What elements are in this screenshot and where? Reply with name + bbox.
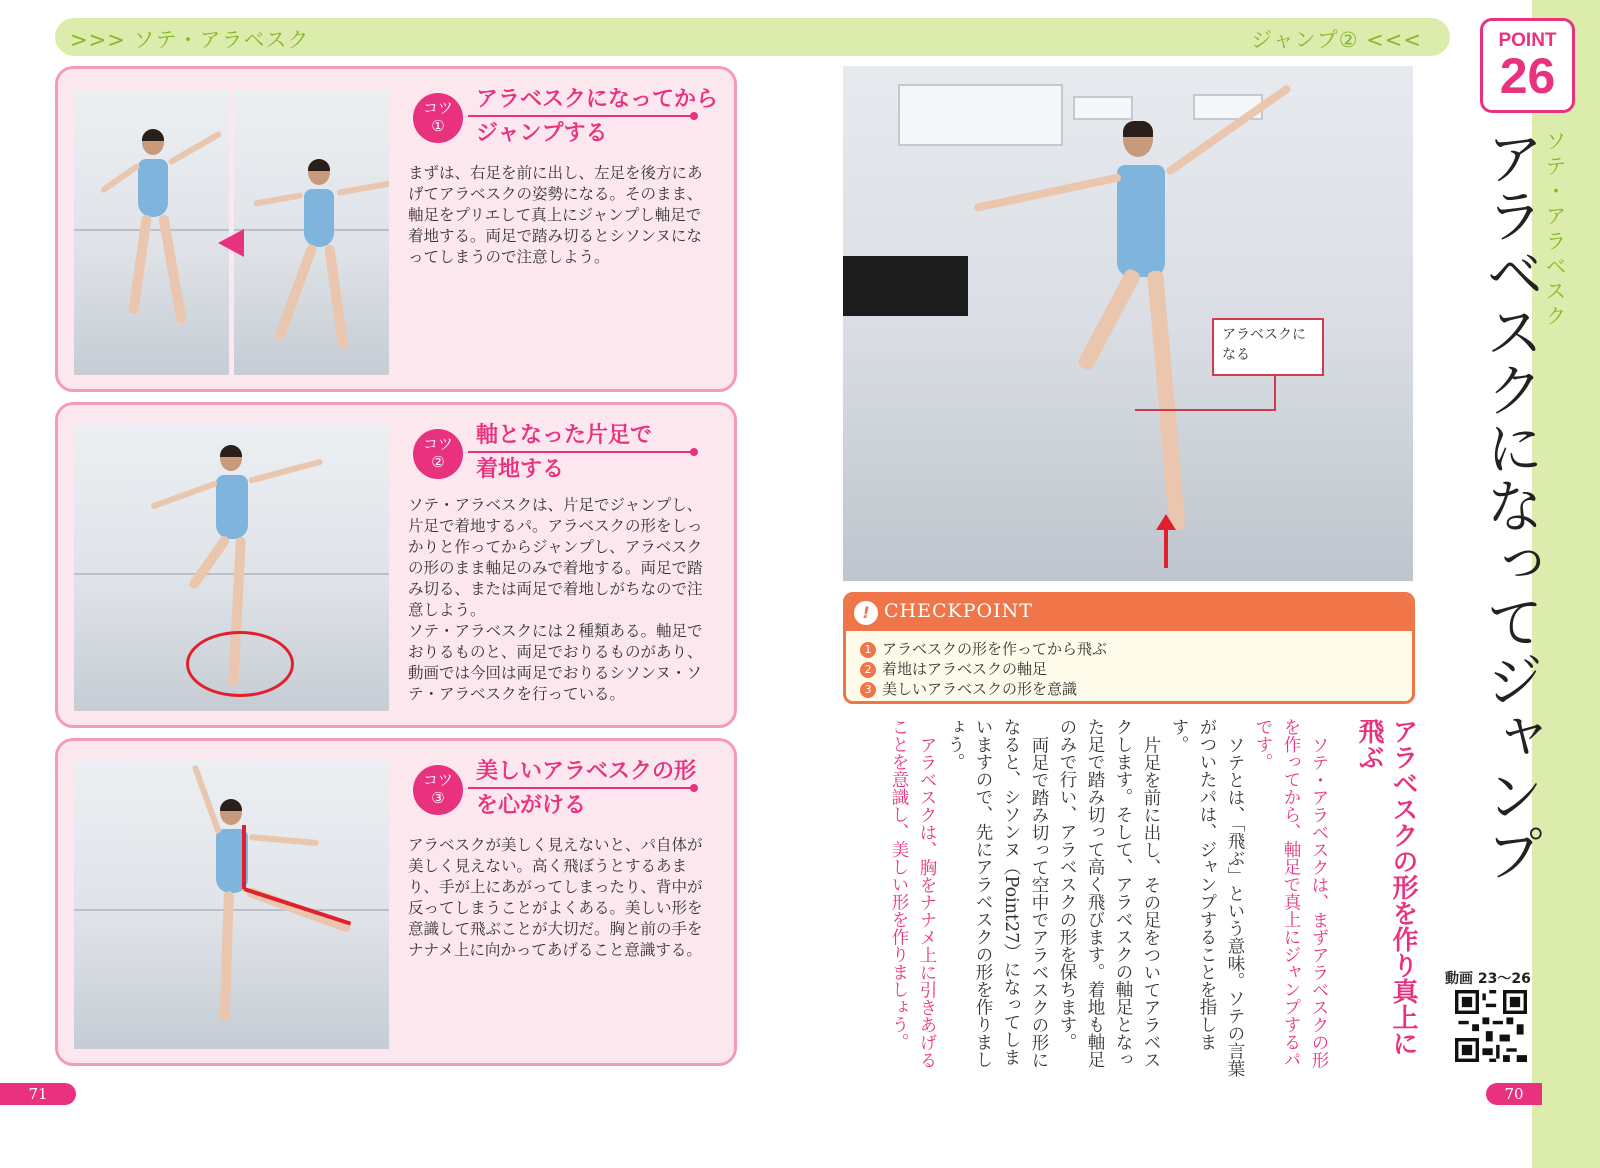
photo-callout: アラベスクになる: [1212, 318, 1324, 376]
kotsu-1-heading-line1: アラベスクになってから: [476, 87, 719, 112]
page-number-left: 71: [0, 1083, 76, 1105]
body-closing: アラベスクは、胸をナナメ上に引きあげることを意識し、美しい形を作りましょう。: [889, 718, 937, 1068]
page-title: アラベスクになってジャンプ: [1476, 128, 1544, 882]
callout-leader-vertical: [1274, 376, 1276, 410]
kotsu-box-2: [55, 402, 737, 728]
piano: [843, 256, 968, 316]
checkpoint-item-2: 2 着地はアラベスクの軸足: [860, 659, 1047, 679]
kotsu-3-text: アラベスクが美しく見えないと、パ自体が美しく見えない。高く飛ぼうとするあまり、手が上にあがってしまったり、背中が反ってしまうことがよくある。美しい形を意識して飛ぶことが大切だ。胸と前の手をナナメ上に向かってあげること意識する。: [408, 836, 703, 959]
direction-arrow-icon: [218, 229, 244, 257]
body-paragraph-1: ソテとは、「飛ぶ」という意味。ソテの言葉がついたパは、ジャンプすることを指します。: [1169, 718, 1245, 1077]
body-paragraph-3: 両足で踏み切って空中でアラベスクの形になると、シソンヌ（Point27）になってしまいますので、先にアラベスクの形を作りましょう。: [945, 718, 1049, 1068]
callout-leader-horizontal: [1135, 409, 1276, 411]
posture-line-vertical: [242, 825, 246, 889]
kotsu-badge-1: コツ ①: [413, 93, 463, 143]
kotsu-3-heading-line2: を心がける: [476, 793, 587, 818]
side-category-label: ソテ・アラベスク: [1543, 130, 1567, 330]
exclamation-icon: !: [854, 601, 878, 625]
kotsu-1-photo-a: [74, 89, 229, 375]
point-number: 26: [1499, 48, 1556, 104]
kotsu-3-photo: [74, 759, 389, 1049]
body-paragraph-2: 片足を前に出し、その足をついてアラベスクします。そして、アラベスクの軸足となった足で踏み切って高く飛びます。着地も軸足のみで行い、アラベスクの形を保ちます。: [1057, 718, 1161, 1068]
checkpoint-item-3: 3 美しいアラベスクの形を意識: [860, 679, 1077, 699]
kotsu-1-photo-b: [234, 89, 389, 375]
point-badge: [1480, 18, 1575, 113]
point-label: POINT: [1498, 30, 1557, 51]
body-lead: ソテ・アラベスクは、まずアラベスクの形を作ってから、軸足で真上にジャンプするパです。: [1253, 718, 1329, 1068]
kotsu-box-3: [55, 738, 737, 1066]
qr-code-icon[interactable]: [1455, 990, 1527, 1062]
kotsu-2-heading-line1: 軸となった片足で: [476, 423, 653, 448]
main-photo: [843, 66, 1413, 581]
checkpoint-title: CHECKPOINT: [884, 600, 1033, 622]
checkpoint-box: [843, 592, 1415, 704]
kotsu-badge-3: コツ ③: [413, 765, 463, 815]
checkpoint-header: [846, 595, 1412, 631]
up-arrow-shaft: [1164, 528, 1168, 568]
landing-highlight-circle: [186, 631, 294, 697]
body-text: [845, 718, 1333, 1078]
video-label: 動画 23～26: [1445, 971, 1531, 987]
kotsu-badge-2: コツ ②: [413, 429, 463, 479]
kotsu-1-text: まずは、右足を前に出し、左足を後方にあげてアラベスクの姿勢になる。そのまま、軸足をプリエして真上にジャンプし軸足で着地する。両足で踏み切るとシソンヌになってしまうので注意しよう。: [408, 164, 703, 266]
checkpoint-item-1: 1 アラベスクの形を作ってから飛ぶ: [860, 639, 1107, 659]
kotsu-3-heading-line1: 美しいアラベスクの形: [476, 759, 697, 784]
page-number-right: 70: [1486, 1083, 1542, 1105]
header-section-title: >>> ソテ・アラベスク: [70, 28, 310, 52]
header-chapter-title: ジャンプ② <<<: [1251, 28, 1422, 52]
posture-line-diagonal: [243, 887, 351, 925]
kotsu-box-1: [55, 66, 737, 392]
kotsu-2-photo: [74, 423, 389, 711]
body-heading: アラベスクの形を作り真上に飛ぶ: [1354, 718, 1418, 1056]
kotsu-1-heading-line2: ジャンプする: [476, 121, 608, 146]
kotsu-2-text: ソテ・アラベスクは、片足でジャンプし、片足で着地するパ。アラベスクの形をしっかりと作ってからジャンプし、アラベスクの形のまま軸足のみで着地する。両足で踏み切る、または両足で着地しがちなので注意しよう。 ソテ・アラベスクには２種類ある。軸足でおりるものと、両足でおりるものがあり、動画では今回は両足でおりるシソンヌ・ソテ・アラベスクを行っている。: [408, 496, 703, 703]
kotsu-2-heading-line2: 着地する: [476, 457, 565, 482]
